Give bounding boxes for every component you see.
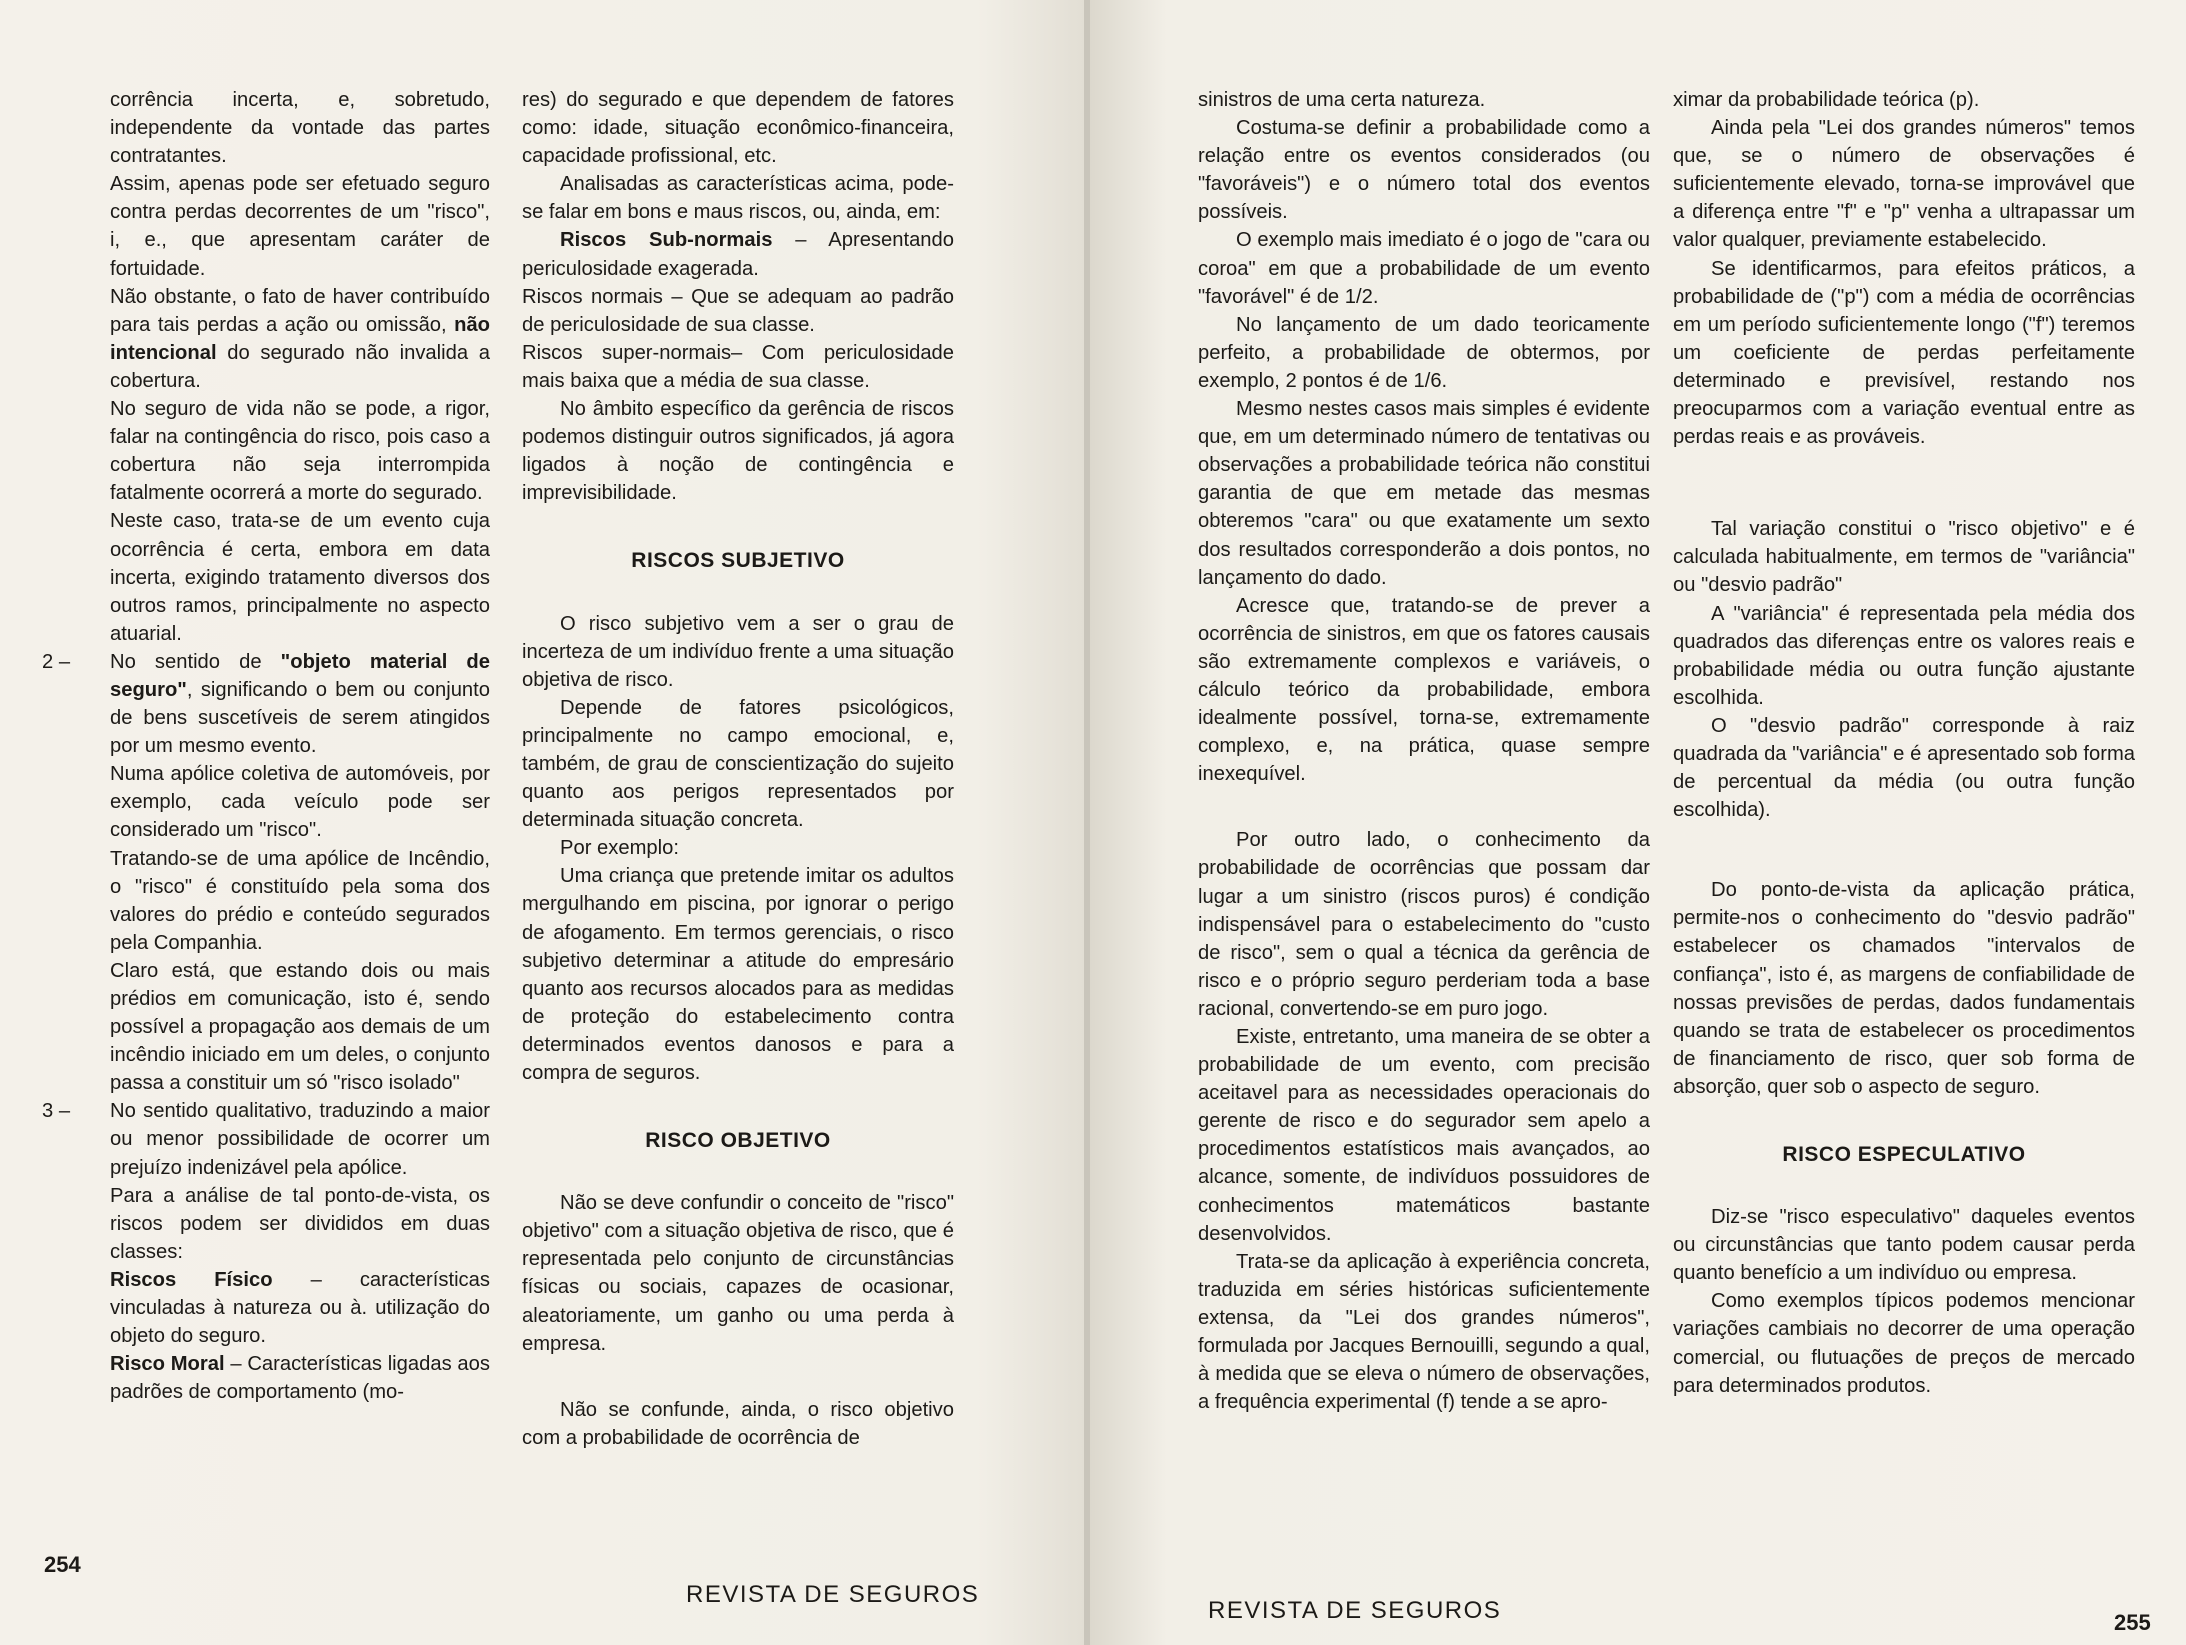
paragraph: Risco Moral – Características ligadas aos padrões de comportamento (mo- [110, 1353, 490, 1404]
paragraph: Neste caso, trata-se de um evento cuja ocorrência é certa, embora em data incerta, exigindo tratamento diversos dos outros ramos, principalmente no aspecto atuarial. [110, 510, 490, 645]
list-number: 2 – [42, 650, 71, 673]
paragraph: Riscos Sub-normais – Apresentando periculosidade exagerada. [522, 229, 954, 280]
paragraph: corrência incerta, e, sobretudo, independente da vontade das partes contratantes. [110, 89, 490, 168]
section-heading: RISCO OBJETIVO [645, 1129, 831, 1153]
paragraph: Por exemplo: [560, 837, 679, 860]
paragraph: O risco subjetivo vem a ser o grau de incerteza de um indivíduo frente a uma situação objetiva de risco. [522, 612, 954, 691]
right-column-2 [1673, 86, 2135, 1400]
emphasis: não intencional [110, 313, 490, 364]
paragraph: O exemplo mais imediato é o jogo de "cara ou coroa" em que a probabilidade de um evento "favorável" é de 1/2. [1198, 229, 1650, 308]
paragraph: No lançamento de um dado teoricamente perfeito, a probabilidade de obtermos, por exemplo, 2 pontos é de 1/6. [1198, 313, 1650, 392]
paragraph: Como exemplos típicos podemos mencionar variações cambiais no decorrer de uma operação comercial, ou flutuações de preços de mercado para determinados produtos. [1673, 1290, 2135, 1397]
running-footer: REVISTA DE SEGUROS [686, 1581, 980, 1608]
paragraph: Analisadas as características acima, pode-se falar em bons e maus riscos, ou, ainda, em: [522, 173, 954, 224]
paragraph: Mesmo nestes casos mais simples é evidente que, em um determinado número de tentativas ou observações a probabilidade teórica não constitui garantia de que em metade das mesmas obteremos "cara" ou que exatamente um sexto dos resultados corresponderão a dois pontos, no lançamento do dado. [1198, 398, 1650, 589]
term: Riscos Sub-normais [560, 229, 773, 252]
left-column-2 [522, 86, 954, 1452]
list-number: 3 – [42, 1100, 71, 1123]
paragraph: Não se confunde, ainda, o risco objetivo com a probabilidade de ocorrência de [522, 1398, 954, 1449]
paragraph: Para a análise de tal ponto-de-vista, os riscos podem ser divididos em duas classes: [110, 1184, 490, 1263]
paragraph: res) do segurado e que dependem de fatores como: idade, situação econômico-financeira, capacidade profissional, etc. [522, 89, 954, 168]
paragraph: Do ponto-de-vista da aplicação prática, permite-nos o conhecimento do "desvio padrão" estabelecer os chamados "intervalos de confiança", isto é, as margens de confiabilidade de nossas previsões de perdas, dados fundamentais quando se trata de estabelecer os procedimentos de financiamento de risco, quer sob forma de absorção, quer sob o aspecto de seguro. [1673, 879, 2135, 1098]
paragraph: A "variância" é representada pela média dos quadrados das diferenças entre os valores reais e probabilidade média ou outra função ajustante escolhida. [1673, 602, 2135, 709]
left-page [0, 0, 1086, 1645]
page-number: 254 [44, 1552, 81, 1577]
running-footer: REVISTA DE SEGUROS [1208, 1597, 1502, 1624]
term: Riscos Físico [110, 1268, 273, 1291]
paragraph: Riscos super-normais– Com periculosidade mais baixa que a média de sua classe. [522, 341, 954, 392]
paragraph: Claro está, que estando dois ou mais prédios em comunicação, isto é, sendo possível a propagação aos demais de um incêndio iniciado em um deles, o conjunto passa a constituir um só "risco isolado" [110, 959, 490, 1095]
paragraph: Diz-se "risco especulativo" daqueles eventos ou circunstâncias que tanto podem causar perda quanto benefício a um indivíduo ou empresa. [1673, 1206, 2135, 1285]
paragraph: ximar da probabilidade teórica (p). [1673, 89, 1980, 111]
paragraph: Ainda pela "Lei dos grandes números" temos que, se o número de observações é suficientemente elevado, torna-se improvável que a diferença entre "f" e "p" venha a ultrapassar um valor qualquer, previamente estabelecido. [1673, 117, 2135, 252]
paragraph: Existe, entretanto, uma maneira de se obter a probabilidade de um evento, com precisão aceitavel para as necessidades operacionais do gerente de risco e do segurador sem apelo a procedimentos estatísticos mais avançados, ao alcance, somente, de indivíduos possuidores de conhecimentos matemáticos bastante desenvolvidos. [1198, 1026, 1650, 1245]
paragraph: Por outro lado, o conhecimento da probabilidade de ocorrências que possam dar lugar a um sinistro (riscos puros) é condição indispensável para o estabelecimento do "custo de risco", sem o qual a técnica da gerência de risco e o próprio seguro perderiam toda a base racional, convertendo-se em puro jogo. [1198, 829, 1650, 1020]
paragraph: Uma criança que pretende imitar os adultos mergulhando em piscina, por ignorar o perigo de afogamento. Em termos gerenciais, o risco subjetivo determinar a atitude do empresário quanto aos recursos alocados para as medidas de proteção do estabelecimento contra determinados eventos danosos e para a compra de seguros. [522, 865, 954, 1084]
paragraph: Depende de fatores psicológicos, principalmente no campo emocional, e, também, de grau de conscientização do sujeito quanto aos perigos representados por determinada situação concreta. [522, 696, 954, 832]
paragraph: Trata-se da aplicação à experiência concreta, traduzida em séries históricas suficientemente extensa, da "Lei dos grandes números", formulada por Jacques Bernouilli, segundo a qual, à medida que se eleva o número de observações, a frequência experimental (f) tende a se apro- [1198, 1250, 1650, 1414]
paragraph: No sentido qualitativo, traduzindo a maior ou menor possibilidade de ocorrer um prejuízo indenizável pela apólice. [110, 1100, 490, 1179]
emphasis: "objeto material de seguro" [110, 650, 490, 701]
paragraph: Não se deve confundir o conceito de "risco" objetivo" com a situação objetiva de risco, que é representada pelo conjunto de circunstâncias físicas ou sociais, capazes de ocasionar, aleatoriamente, um ganho ou uma perda à empresa. [522, 1192, 954, 1355]
paragraph: Costuma-se definir a probabilidade como a relação entre os eventos considerados (ou "favoráveis") e o número total dos eventos possíveis. [1198, 117, 1650, 224]
list-item-2 [42, 648, 490, 760]
paragraph: No âmbito específico da gerência de riscos podemos distinguir outros significados, já agora ligados à noção de contingência e imprevisibilidade. [522, 398, 954, 505]
paragraph: Se identificarmos, para efeitos práticos, a probabilidade de ("p") com a média de ocorrências em um período suficientemente longo ("f") teremos um coeficiente de perdas perfeitamente determinado e previsível, restando nos preocuparmos com a variação eventual entre as perdas reais e as prováveis. [1673, 257, 2135, 449]
paragraph: Numa apólice coletiva de automóveis, por exemplo, cada veículo pode ser considerado um "risco". [110, 763, 490, 842]
paragraph: Acresce que, tratando-se de prever a ocorrência de sinistros, em que os fatores causais são extremamente complexos e variáveis, o cálculo teórico da probabilidade, embora idealmente possível, torna-se, extremamente complexo, e, na prática, quase sempre inexequível. [1198, 594, 1650, 786]
paragraph: Tal variação constitui o "risco objetivo" e é calculada habitualmente, em termos de "variância" ou "desvio padrão" [1673, 518, 2135, 597]
paragraph: No sentido de "objeto material de seguro", significando o bem ou conjunto de bens suscetíveis de serem atingidos por um mesmo evento. [110, 650, 490, 758]
paragraph: Riscos Físico – características vinculadas à natureza ou à. utilização do objeto do seguro. [110, 1268, 490, 1348]
paragraph: Não obstante, o fato de haver contribuído para tais perdas a ação ou omissão, não intencional do segurado não invalida a cobertura. [110, 285, 490, 392]
right-page [1090, 0, 2186, 1645]
term: Risco Moral [110, 1353, 225, 1376]
paragraph: sinistros de uma certa natureza. [1198, 89, 1486, 111]
paragraph: No seguro de vida não se pode, a rigor, falar na contingência do risco, pois caso a cobertura não seja interrompida fatalmente ocorrerá a morte do segurado. [110, 398, 490, 505]
left-column-1 [42, 86, 490, 1406]
paragraph: Riscos normais – Que se adequam ao padrão de periculosidade de sua classe. [522, 285, 954, 336]
section-heading: RISCO ESPECULATIVO [1782, 1143, 2026, 1166]
right-column-1 [1198, 86, 1650, 1416]
paragraph: Assim, apenas pode ser efetuado seguro contra perdas decorrentes de um "risco", i, e., que apresentam caráter de fortuidade. [110, 173, 490, 280]
page-number: 255 [2114, 1610, 2151, 1635]
paragraph: O "desvio padrão" corresponde à raiz quadrada da "variância" e é apresentado sob forma de percentual da média (ou outra função escolhida). [1673, 714, 2135, 822]
paragraph: Tratando-se de uma apólice de Incêndio, o "risco" é constituído pela soma dos valores do prédio e conteúdo segurados pela Companhia. [110, 847, 490, 954]
list-item-3 [42, 1097, 490, 1181]
section-heading: RISCOS SUBJETIVO [631, 549, 845, 573]
